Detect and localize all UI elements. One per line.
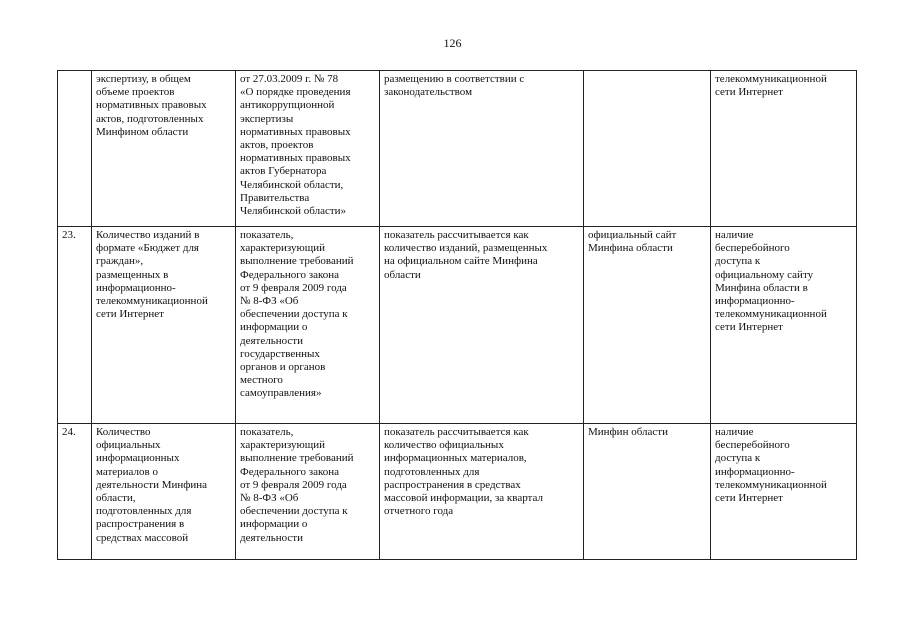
table-row bbox=[58, 71, 857, 227]
page-number: 126 bbox=[443, 36, 462, 50]
row-number: 23. bbox=[62, 229, 76, 241]
data-source-cell bbox=[584, 424, 711, 560]
calculation-method-cell bbox=[380, 424, 584, 560]
expected-result: наличие бесперебойного доступа к официальному сайту Минфина области в информационно- телекоммуникационной сети Интернет bbox=[715, 229, 827, 334]
indicator-name: экспертизу, в общем объеме проектов нормативных правовых актов, подготовленных Минфином области bbox=[96, 73, 207, 138]
expected-result-cell bbox=[711, 227, 857, 424]
calculation-method-cell bbox=[380, 71, 584, 227]
row-number: 24. bbox=[62, 426, 76, 438]
indicators-table bbox=[57, 70, 857, 560]
indicator-basis: от 27.03.2009 г. № 78 «О порядке проведения антикоррупционной экспертизы нормативных правовых актов, проектов нормативных правовых актов Губернатора Челябинской области, Правительства Челябинской области» bbox=[240, 73, 351, 218]
indicator-name-cell bbox=[92, 424, 236, 560]
expected-result: телекоммуникационной сети Интернет bbox=[715, 73, 827, 99]
calculation-method-cell bbox=[380, 227, 584, 424]
expected-result-cell bbox=[711, 424, 857, 560]
data-source: Минфин области bbox=[588, 426, 668, 438]
indicator-basis-cell bbox=[236, 227, 380, 424]
indicator-name-cell bbox=[92, 227, 236, 424]
indicator-basis-cell bbox=[236, 71, 380, 227]
table-row bbox=[58, 227, 857, 424]
indicator-basis: показатель, характеризующий выполнение требований Федерального закона от 9 февраля 2009 года № 8-ФЗ «Об обеспечении доступа к информации о деятельности bbox=[240, 426, 354, 544]
table-row bbox=[58, 424, 857, 560]
data-source-cell bbox=[584, 71, 711, 227]
calculation-method: показатель рассчитывается как количество официальных информационных материалов, подготовленных для распространения в средствах массовой информации, за квартал отчетного года bbox=[384, 426, 543, 518]
expected-result-cell bbox=[711, 71, 857, 227]
indicator-name: Количество изданий в формате «Бюджет для граждан», размещенных в информационно- телекоммуникационной сети Интернет bbox=[96, 229, 208, 321]
row-number-cell bbox=[58, 227, 92, 424]
indicator-basis-cell bbox=[236, 424, 380, 560]
row-number-cell bbox=[58, 424, 92, 560]
indicator-basis: показатель, характеризующий выполнение требований Федерального закона от 9 февраля 2009 года № 8-ФЗ «Об обеспечении доступа к информации о деятельности государственных органов и органов местного самоуправления» bbox=[240, 229, 354, 400]
data-source-cell bbox=[584, 227, 711, 424]
data-source: официальный сайт Минфина области bbox=[588, 229, 677, 255]
calculation-method: размещению в соответствии с законодательством bbox=[384, 73, 525, 99]
indicator-name: Количество официальных информационных материалов о деятельности Минфина области, подготовленных для распространения в средствах массовой bbox=[96, 426, 208, 544]
row-number-cell bbox=[58, 71, 92, 227]
calculation-method: показатель рассчитывается как количество изданий, размещенных на официальном сайте Минфина области bbox=[384, 229, 548, 281]
expected-result: наличие бесперебойного доступа к информационно- телекоммуникационной сети Интернет bbox=[715, 426, 827, 505]
indicator-name-cell bbox=[92, 71, 236, 227]
